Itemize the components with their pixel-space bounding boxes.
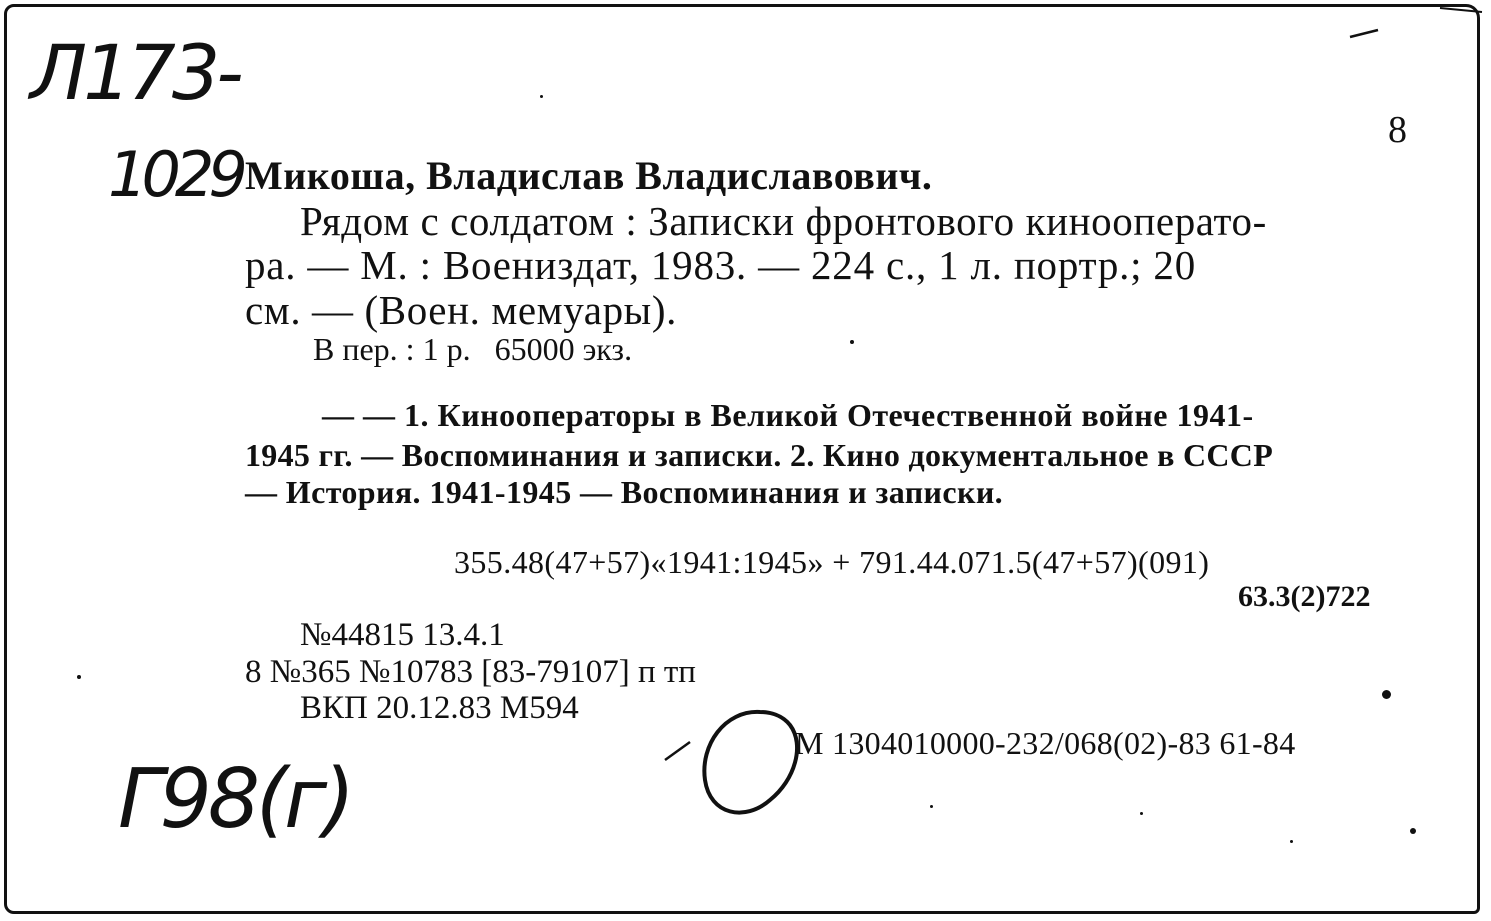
pen-slash <box>1350 30 1378 37</box>
speck <box>1140 812 1143 815</box>
subject-line: 1945 гг. — Воспоминания и записки. 2. Кино документальное в СССР <box>245 437 1274 473</box>
speck <box>850 340 854 344</box>
handwritten-shelf-mark: Г98(г) <box>118 752 352 847</box>
title-line: ра. — М. : Воениздат, 1983. — 224 с., 1 л. портр.; 20 <box>245 242 1197 288</box>
handwritten-call-number-top: Л173- <box>30 28 240 117</box>
speck <box>540 95 543 98</box>
subject-line: — История. 1941-1945 — Воспоминания и записки. <box>245 474 1004 510</box>
registry-line: ВКП 20.12.83 М594 <box>300 690 579 726</box>
subject-line: — — 1. Кинооператоры в Великой Отечественной войне 1941- <box>322 397 1254 433</box>
registry-line: №44815 13.4.1 <box>300 617 505 653</box>
title-line: Рядом с солдатом : Записки фронтового кинооперато- <box>300 198 1267 244</box>
registry-line: 8 №365 №10783 [83-79107] п тп <box>245 654 696 690</box>
author-heading: Микоша, Владислав Владиславович. <box>245 153 933 198</box>
catalog-code: М 1304010000-232/068(02)-83 61-84 <box>795 725 1296 761</box>
speck <box>930 805 933 808</box>
pen-slash <box>1440 8 1482 12</box>
speck <box>1382 690 1391 699</box>
pen-slash <box>665 742 690 760</box>
speck <box>77 675 81 679</box>
card-count: 8 <box>1388 109 1407 151</box>
hand-drawn-loop <box>704 712 797 813</box>
speck <box>1410 828 1416 834</box>
handwritten-call-number-bottom: 1029 <box>108 138 242 211</box>
title-line: см. — (Воен. мемуары). <box>245 287 677 333</box>
bbk-code: 63.3(2)722 <box>1238 580 1371 613</box>
speck <box>1290 840 1293 843</box>
udc-code: 355.48(47+57)«1941:1945» + 791.44.071.5(47+57)(091) <box>454 544 1210 580</box>
price-and-print-run: В пер. : 1 р. 65000 экз. <box>313 331 633 367</box>
